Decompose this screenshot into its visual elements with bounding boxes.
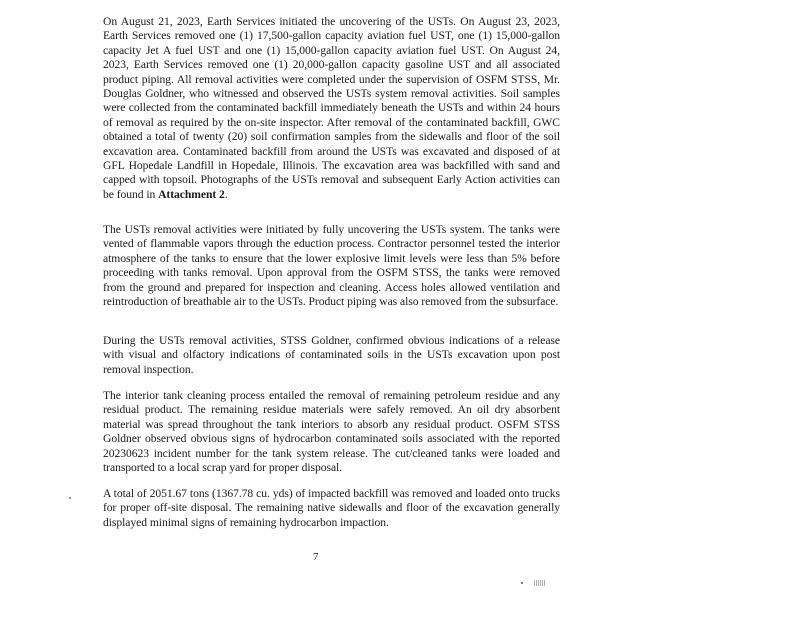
page-number: 7 (313, 551, 319, 563)
scan-smudge (534, 580, 546, 586)
attachment-reference: Attachment 2 (158, 187, 225, 201)
scan-artifact-mark (521, 578, 551, 590)
clipped-previous-line (120, 0, 560, 5)
paragraph-removal-procedure: The USTs removal activities were initiated by fully uncovering the USTs system. The tanks were vented of flammable vapors through the eduction process. Contractor personnel tested the interior atmosphere of the tanks to ensure that the lower explosive limit levels were less than 5% before proceeding with tanks removal. Upon approval from the OSFM STSS, the tanks were removed from the ground and prepared for inspection and cleaning. Access holes allowed ventilation and reintroduction of breathable air to the USTs. Product piping was also removed from the subsurface. (103, 223, 560, 309)
paragraph-tank-cleaning: The interior tank cleaning process entailed the removal of remaining petroleum residue and any residual product. The remaining residue materials were safely removed. An oil dry absorbent material was spread throughout the tank interiors to absorb any residual product. OSFM STSS Goldner observed obvious signs of hydrocarbon contaminated soils associated with the reported 20230623 incident number for the tank system release. The cut/cleaned tanks were loaded and transported to a local scrap yard for proper disposal. (103, 389, 560, 475)
scan-artifact (69, 497, 71, 499)
paragraph-text: On August 21, 2023, Earth Services initiated the uncovering of the USTs. On August 23, 2023, Earth Services removed one (1) 17,500-gallon capacity aviation fuel UST, one (1) 15,000-gallon capacity Jet A fuel UST and one (1) 15,000-gallon capacity aviation fuel UST. On August 24, 2023, Earth Services removed one (1) 20,000-gallon capacity gasoline UST and all associated product piping. All removal activities were completed under the supervision of OSFM STSS, Mr. Douglas Goldner, who witnessed and observed the USTs system removal activities. Soil samples were collected from the contaminated backfill immediately beneath the USTs and within 24 hours of removal as required by the on-site inspector. After removal of the contaminated backfill, GWC obtained a total of twenty (20) soil confirmation samples from the sidewalls and floor of the soil excavation area. Contaminated backfill from around the USTs was excavated and disposed of at GFL Hopedale Landfill in Hopedale, Illinois. The excavation area was backfilled with sand and capped with topsoil. Photographs of the USTs removal and subsequent Early Action activities can be found in (103, 15, 560, 201)
paragraph-release-confirmation: During the USTs removal activities, STSS Goldner, confirmed obvious indications of a release with visual and olfactory indications of contaminated soils in the USTs excavation upon post removal inspection. (103, 334, 560, 376)
scan-speck (521, 582, 523, 584)
paragraph-ust-removal-summary (103, 15, 560, 202)
paragraph-text-end: . (224, 187, 228, 201)
paragraph-backfill-disposal: A total of 2051.67 tons (1367.78 cu. yds) of impacted backfill was removed and loaded onto trucks for proper off-site disposal. The remaining native sidewalls and floor of the excavation generally displayed minimal signs of remaining hydrocarbon impaction. (103, 487, 560, 529)
